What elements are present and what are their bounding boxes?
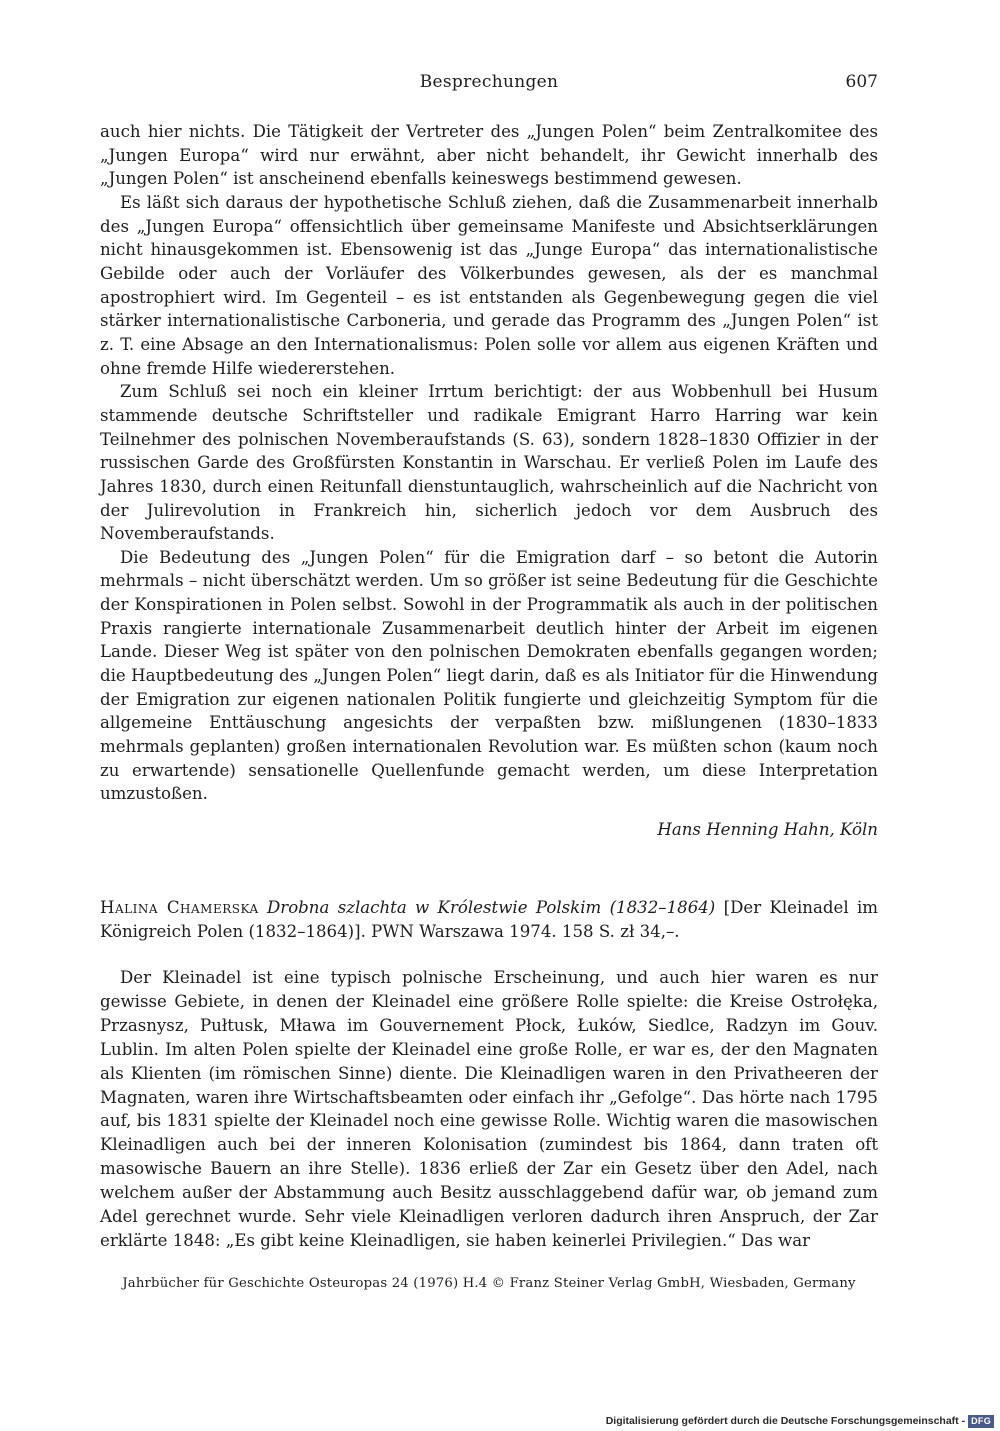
paragraph-2: Es läßt sich daraus der hypothetische Schluß ziehen, daß die Zusammenarbeit innerhalb des „Jungen Europa“ offensichtlich über gemeinsame Manifeste und Absichtserklärungen nicht hinausgekommen ist. Ebensowenig ist das „Junge Europa“ das internationalistische Gebilde oder auch der Vorläufer des Völkerbundes gewesen, als der es manchmal apostrophiert wird. Im Gegenteil – es ist entstanden als Gegenbewegung gegen die viel stärker internationalistische Carboneria, und gerade das Programm des „Jungen Polen“ ist z. T. eine Absage an den Internationalismus: Polen solle vor allem aus eigenen Kräften und ohne fremde Hilfe wiedererstehen. — [100, 192, 878, 378]
page-number: 607 — [845, 72, 878, 92]
digitization-note: Digitalisierung gefördert durch die Deutsche Forschungsgemeinschaft - — [605, 1415, 966, 1427]
book-title: Drobna szlachta w Królestwie Polskim (1832–1864) — [266, 898, 716, 917]
paragraph-4: Die Bedeutung des „Jungen Polen“ für die Emigration darf – so betont die Autorin mehrmals – nicht überschätzt werden. Um so größer ist seine Bedeutung für die Geschichte der Konspirationen in Polen selbst. Sowohl in der Programmatik als auch in der politischen Praxis rangierte internationale Zusammenarbeit deutlich hinter der Arbeit im eigenen Lande. Dieser Weg ist später von den polnischen Demokraten ebenfalls gegangen worden; die Hauptbedeutung des „Jungen Polen“ liegt darin, daß es als Initiator für die Hinwendung der Emigration zur eigenen nationalen Politik fungierte und gleichzeitig Symptom für die allgemeine Enttäuschung angesichts der verpaßten bzw. mißlungenen (1830–1833 mehrmals geplanten) großen internationalen Revolution war. Es müßten schon (kaum noch zu erwartende) sensationelle Quellenfunde gemacht werden, um diese Interpretation umzustoßen. — [100, 547, 878, 804]
paragraph-1: auch hier nichts. Die Tätigkeit der Vertreter des „Jungen Polen“ beim Zentralkomitee des „Jungen Europa“ wird nur erwähnt, aber nicht behandelt, ihr Gewicht innerhalb des „Jungen Polen“ ist anscheinend ebenfalls keineswegs bestimmend gewesen. — [100, 122, 878, 189]
new-review-text — [100, 966, 878, 1253]
review-paragraph: Der Kleinadel ist eine typisch polnische Erscheinung, und auch hier waren es nur gewisse Gebiete, in denen der Kleinadel eine größere Rolle spielte: die Kreise Ostrołęka, Przasnysz, Pułtusk, Mława im Gouvernement Płock, Łuków, Siedlce, Radzyn im Gouv. Lublin. Im alten Polen spielte der Kleinadel eine große Rolle, er war es, der den Magnaten als Klienten (im römischen Sinne) diente. Die Kleinadligen waren in den Privatheeren der Magnaten, waren ihre Wirtschaftsbeamten oder einfach ihr „Gefolge“. Das hörte nach 1795 auf, bis 1831 spielte der Kleinadel noch eine gewisse Rolle. Wichtig waren die masowischen Kleinadligen auch bei der inneren Kolonisation (zumindest bis 1864, dann traten oft masowische Bauern an ihre Stelle). 1836 erließ der Zar ein Gesetz über den Adel, nach welchem außer der Abstammung auch Besitz ausschlaggebend dafür war, ob jemand zum Adel gerechnet wurde. Sehr viele Kleinadligen verloren dadurch ihren Anspruch, der Zar erklärte 1848: „Es gibt keine Kleinadligen, sie haben keinerlei Privilegien.“ Das war — [100, 968, 878, 1250]
journal-footer: Jahrbücher für Geschichte Osteuropas 24 (1976) H.4 © Franz Steiner Verlag GmbH, Wiesbaden, Germany — [122, 1276, 856, 1291]
review-bibliographic-heading — [100, 896, 878, 944]
paragraph-3: Zum Schluß sei noch ein kleiner Irrtum berichtigt: der aus Wobbenhull bei Husum stammende deutsche Schriftsteller und radikale Emigrant Harro Harring war kein Teilnehmer des polnischen Novemberaufstands (S. 63), sondern 1828–1830 Offizier in der russischen Garde des Großfürsten Konstantin in Warschau. Er verließ Polen im Laufe des Jahres 1830, durch einen Reitunfall dienstuntauglich, wahrscheinlich auf die Nachricht von der Julirevolution in Frankreich hin, sicherlich jedoch vor dem Ausbruch des Novemberaufstands. — [100, 382, 878, 544]
reviewer-signature: Hans Henning Hahn, Köln — [657, 820, 878, 839]
book-author: Halina Chamerska — [100, 898, 259, 917]
running-header — [100, 72, 878, 100]
dfg-logo-icon: DFG — [968, 1415, 994, 1428]
digitization-footer — [606, 1414, 994, 1428]
bibliographic-details: [Der Kleinadel im Königreich Polen (1832–1864)]. PWN Warszawa 1974. 158 S. zł 34,–. — [100, 898, 878, 941]
previous-review-text — [100, 120, 878, 806]
running-title: Besprechungen — [419, 72, 559, 92]
